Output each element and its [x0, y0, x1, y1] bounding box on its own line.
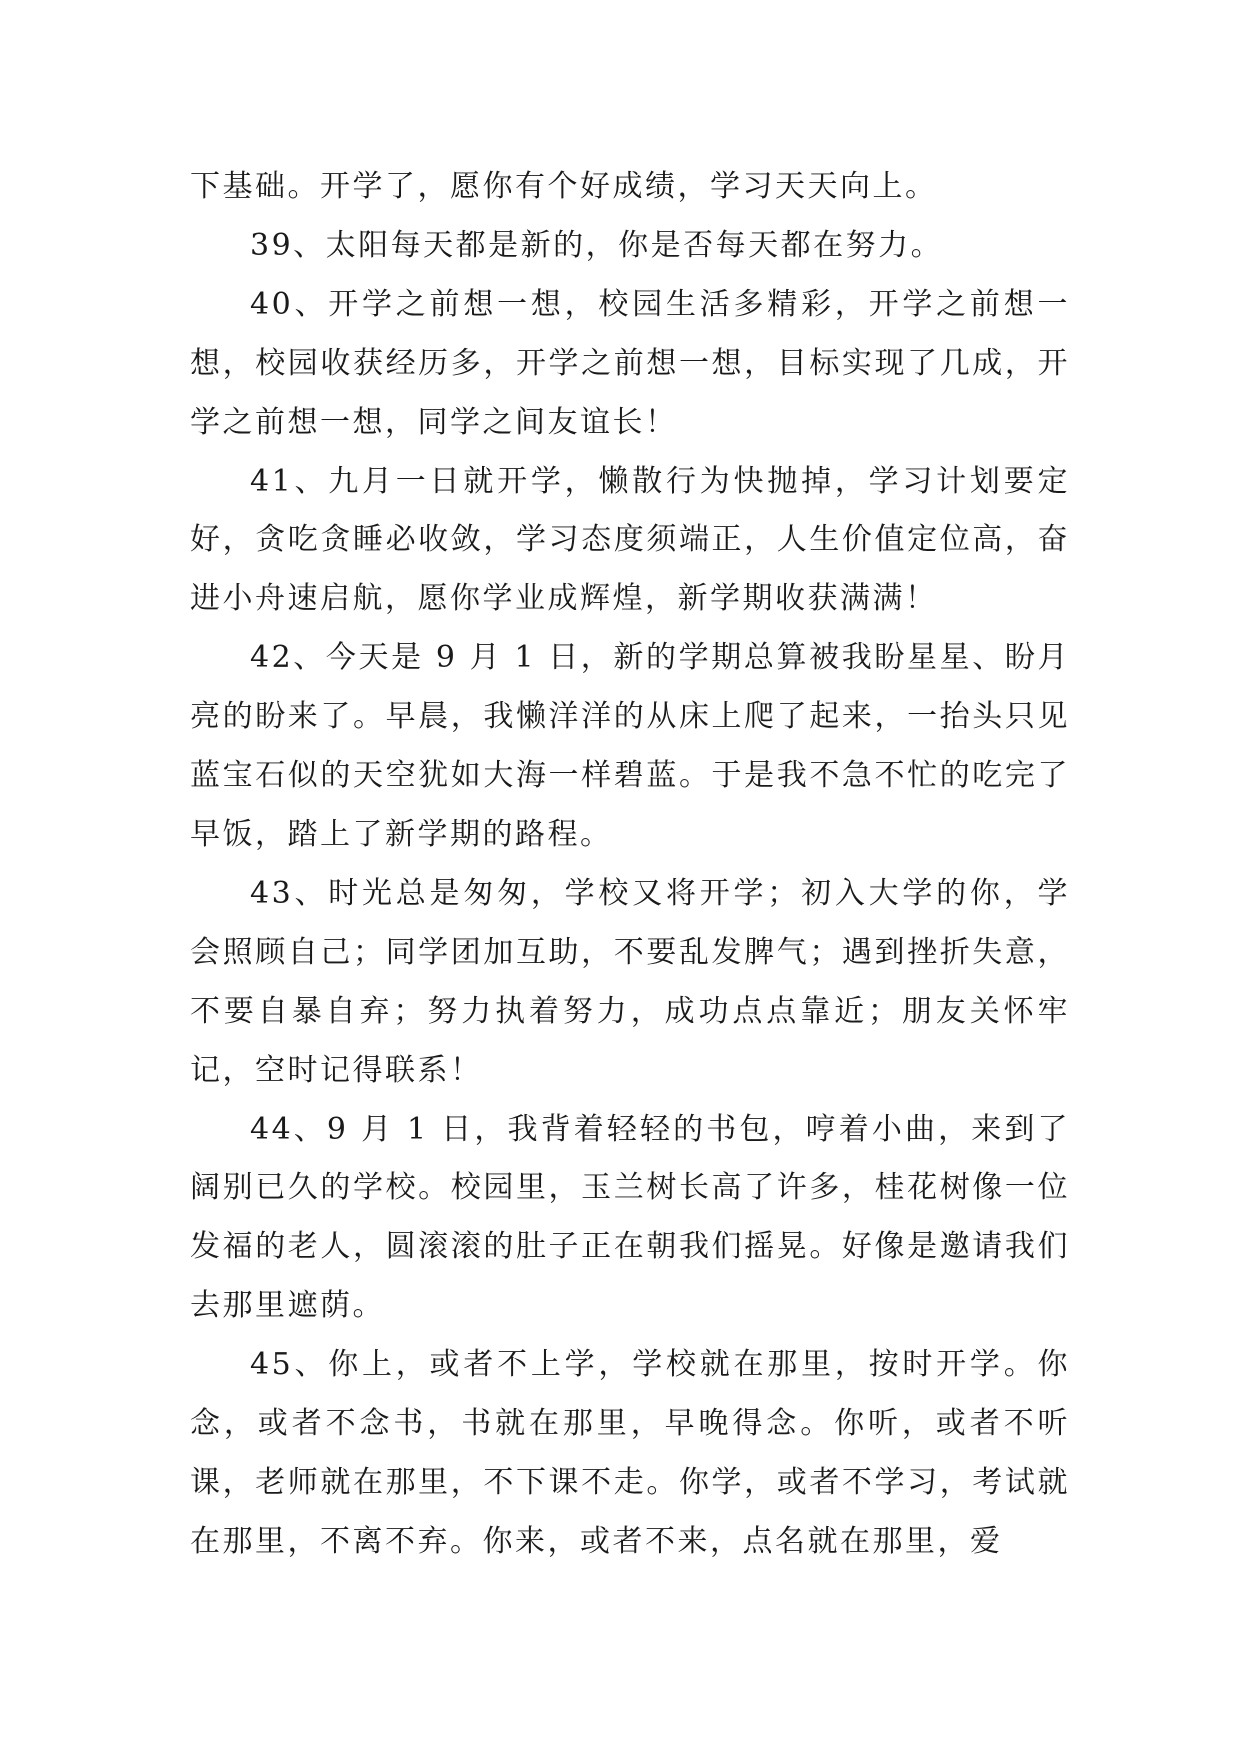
paragraph-40: 40、开学之前想一想，校园生活多精彩，开学之前想一想，校园收获经历多，开学之前想一想，目标实现了几成，开学之前想一想，同学之间友谊长！: [190, 286, 1070, 440]
paragraph-continuation: 下基础。开学了，愿你有个好成绩，学习天天向上。: [190, 169, 938, 204]
paragraph-42: 42、今天是 9 月 1 日，新的学期总算被我盼星星、盼月亮的盼来了。早晨，我懒洋洋的从床上爬了起来，一抬头只见蓝宝石似的天空犹如大海一样碧蓝。于是我不急不忙的吃完了早饭，踏上了新学期的路程。: [190, 640, 1070, 852]
paragraph-43: 43、时光总是匆匆，学校又将开学；初入大学的你，学会照顾自己；同学团加互助，不要乱发脾气；遇到挫折失意，不要自暴自弃；努力执着努力，成功点点靠近；朋友关怀牢记，空时记得联系！: [190, 875, 1070, 1088]
paragraph-45: 45、你上，或者不上学，学校就在那里，按时开学。你念，或者不念书，书就在那里，早晚得念。你听，或者不听课，老师就在那里，不下课不走。你学，或者不学习，考试就在那里，不离不弃。你来，或者不来，点名就在那里，爱: [190, 1347, 1070, 1559]
document-body: [190, 158, 1070, 1572]
paragraph-44: 44、9 月 1 日，我背着轻轻的书包，哼着小曲，来到了阔别已久的学校。校园里，玉兰树长高了许多，桂花树像一位发福的老人，圆滚滚的肚子正在朝我们摇晃。好像是邀请我们去那里遮荫。: [190, 1111, 1070, 1324]
paragraph-39: 39、太阳每天都是新的，你是否每天都在努力。: [250, 227, 944, 263]
paragraph-41: 41、九月一日就开学，懒散行为快抛掉，学习计划要定好，贪吃贪睡必收敛，学习态度须端正，人生价值定位高，奋进小舟速启航，愿你学业成辉煌，新学期收获满满！: [190, 463, 1070, 617]
